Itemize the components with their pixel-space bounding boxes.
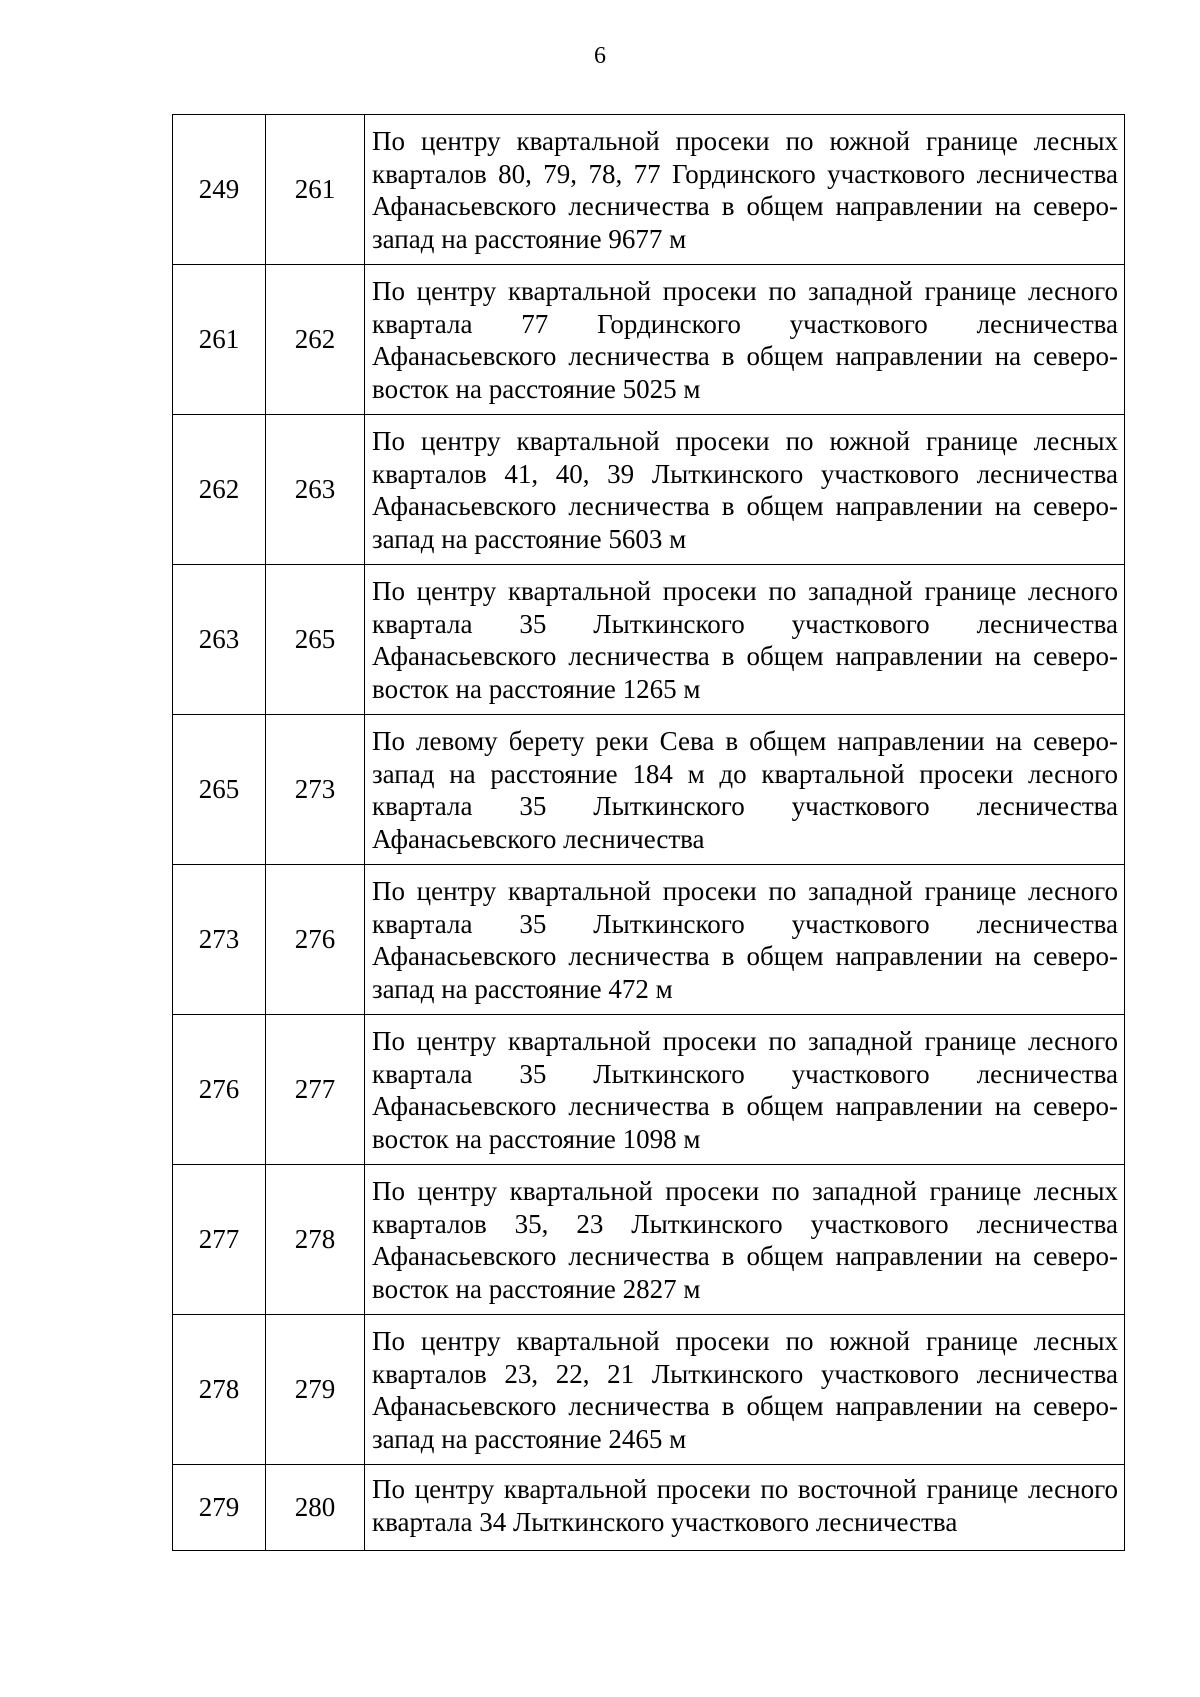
description-line: восток на расстояние 2827 м [372, 1273, 701, 1304]
point-from-cell: 279 [173, 1465, 266, 1551]
description-cell [365, 1315, 1125, 1465]
description-line: По левому берету реки Сева в общем направлении на северо- [372, 726, 1118, 756]
description-line: Афанасьевского лесничества в общем направлении на северо- [372, 341, 1118, 371]
description-text [372, 265, 1118, 405]
point-from-cell: 278 [173, 1315, 266, 1465]
description-line: восток на расстояние 1265 м [372, 673, 701, 704]
description-cell [365, 1165, 1125, 1315]
description-cell [365, 1465, 1125, 1551]
description-line: По центру квартальной просеки по западной границе лесного [372, 1026, 1118, 1056]
description-line: По центру квартальной просеки по восточной границе [372, 1474, 1019, 1504]
description-line: Афанасьевского лесничества в общем направлении на северо- [372, 1391, 1118, 1421]
table-row [173, 115, 1125, 265]
description-line: запад на расстояние 9677 м [372, 223, 687, 254]
description-text [372, 1465, 1118, 1538]
table-row [173, 1465, 1125, 1551]
description-line: По центру квартальной просеки по южной границе лесных [372, 426, 1118, 456]
description-line: По центру квартальной просеки по южной границе лесных [372, 1326, 1118, 1356]
point-from-cell: 249 [173, 115, 266, 265]
description-text [372, 1315, 1118, 1455]
description-line: запад на расстояние 2465 м [372, 1423, 687, 1454]
description-line: По центру квартальной просеки по западной границе лесных [372, 1176, 1118, 1206]
description-line: По центру квартальной просеки по западной границе лесного [372, 276, 1118, 306]
point-to-cell: 261 [266, 115, 365, 265]
description-line: Афанасьевского лесничества в общем направлении на северо- [372, 941, 1118, 971]
boundary-table [172, 114, 1125, 1551]
table-body [173, 115, 1125, 1551]
point-to-cell: 277 [266, 1015, 365, 1165]
description-cell [365, 115, 1125, 265]
description-line: запад на расстояние 472 м [372, 973, 673, 1004]
description-line: квартала 35 Лыткинского участкового лесничества [372, 908, 1118, 939]
description-line: По центру квартальной просеки по западной границе лесного [372, 876, 1118, 906]
table-row [173, 865, 1125, 1015]
description-line: запад на расстояние 184 м до квартальной просеки лесного [372, 758, 1118, 789]
description-text [372, 715, 1118, 855]
description-text [372, 415, 1118, 555]
point-from-cell: 273 [173, 865, 266, 1015]
point-to-cell: 278 [266, 1165, 365, 1315]
description-line: Афанасьевского лесничества в общем направлении на северо- [372, 1091, 1118, 1121]
page-number: 6 [594, 43, 606, 69]
description-line: Афанасьевского лесничества в общем направлении на северо- [372, 191, 1118, 221]
description-text [372, 865, 1118, 1005]
description-text [372, 1015, 1118, 1155]
table-row [173, 1015, 1125, 1165]
description-line: кварталов 80, 79, 78, 77 Гординского участкового лесничества [372, 158, 1118, 189]
description-line: Афанасьевского лесничества в общем направлении на северо- [372, 1241, 1118, 1271]
point-to-cell: 273 [266, 715, 365, 865]
description-text [372, 565, 1118, 705]
description-line: кварталов 23, 22, 21 Лыткинского участкового лесничества [372, 1358, 1118, 1389]
table-row [173, 715, 1125, 865]
table-row [173, 1315, 1125, 1465]
point-from-cell: 262 [173, 415, 266, 565]
description-line: восток на расстояние 1098 м [372, 1123, 701, 1154]
description-line: лесного квартала 34 Лыткинского участкового лесничества [372, 1474, 1118, 1537]
point-from-cell: 277 [173, 1165, 266, 1315]
description-line: По центру квартальной просеки по западной границе лесного [372, 576, 1118, 606]
point-to-cell: 280 [266, 1465, 365, 1551]
point-to-cell: 263 [266, 415, 365, 565]
description-line: Афанасьевского лесничества [372, 823, 705, 854]
description-line: квартала 35 Лыткинского участкового лесничества [372, 1058, 1118, 1089]
table-row [173, 565, 1125, 715]
point-to-cell: 276 [266, 865, 365, 1015]
description-cell [365, 265, 1125, 415]
table-row [173, 1165, 1125, 1315]
description-line: кварталов 35, 23 Лыткинского участкового лесничества [372, 1208, 1118, 1239]
description-text [372, 1165, 1118, 1305]
point-from-cell: 261 [173, 265, 266, 415]
point-from-cell: 276 [173, 1015, 266, 1165]
table-row [173, 415, 1125, 565]
description-cell [365, 865, 1125, 1015]
description-line: По центру квартальной просеки по южной границе лесных [372, 126, 1118, 156]
description-line: Афанасьевского лесничества в общем направлении на северо- [372, 491, 1118, 521]
description-text [372, 115, 1118, 255]
point-to-cell: 265 [266, 565, 365, 715]
point-from-cell: 265 [173, 715, 266, 865]
description-line: квартала 35 Лыткинского участкового лесничества [372, 791, 1118, 821]
description-line: квартала 77 Гординского участкового лесничества [372, 308, 1118, 339]
description-cell [365, 1015, 1125, 1165]
description-cell [365, 415, 1125, 565]
point-to-cell: 279 [266, 1315, 365, 1465]
point-to-cell: 262 [266, 265, 365, 415]
description-line: Афанасьевского лесничества в общем направлении на северо- [372, 641, 1118, 671]
table-row [173, 265, 1125, 415]
description-cell [365, 565, 1125, 715]
description-line: запад на расстояние 5603 м [372, 523, 687, 554]
description-line: квартала 35 Лыткинского участкового лесничества [372, 608, 1118, 639]
point-from-cell: 263 [173, 565, 266, 715]
description-line: восток на расстояние 5025 м [372, 373, 701, 404]
description-line: кварталов 41, 40, 39 Лыткинского участкового лесничества [372, 458, 1118, 489]
description-cell [365, 715, 1125, 865]
